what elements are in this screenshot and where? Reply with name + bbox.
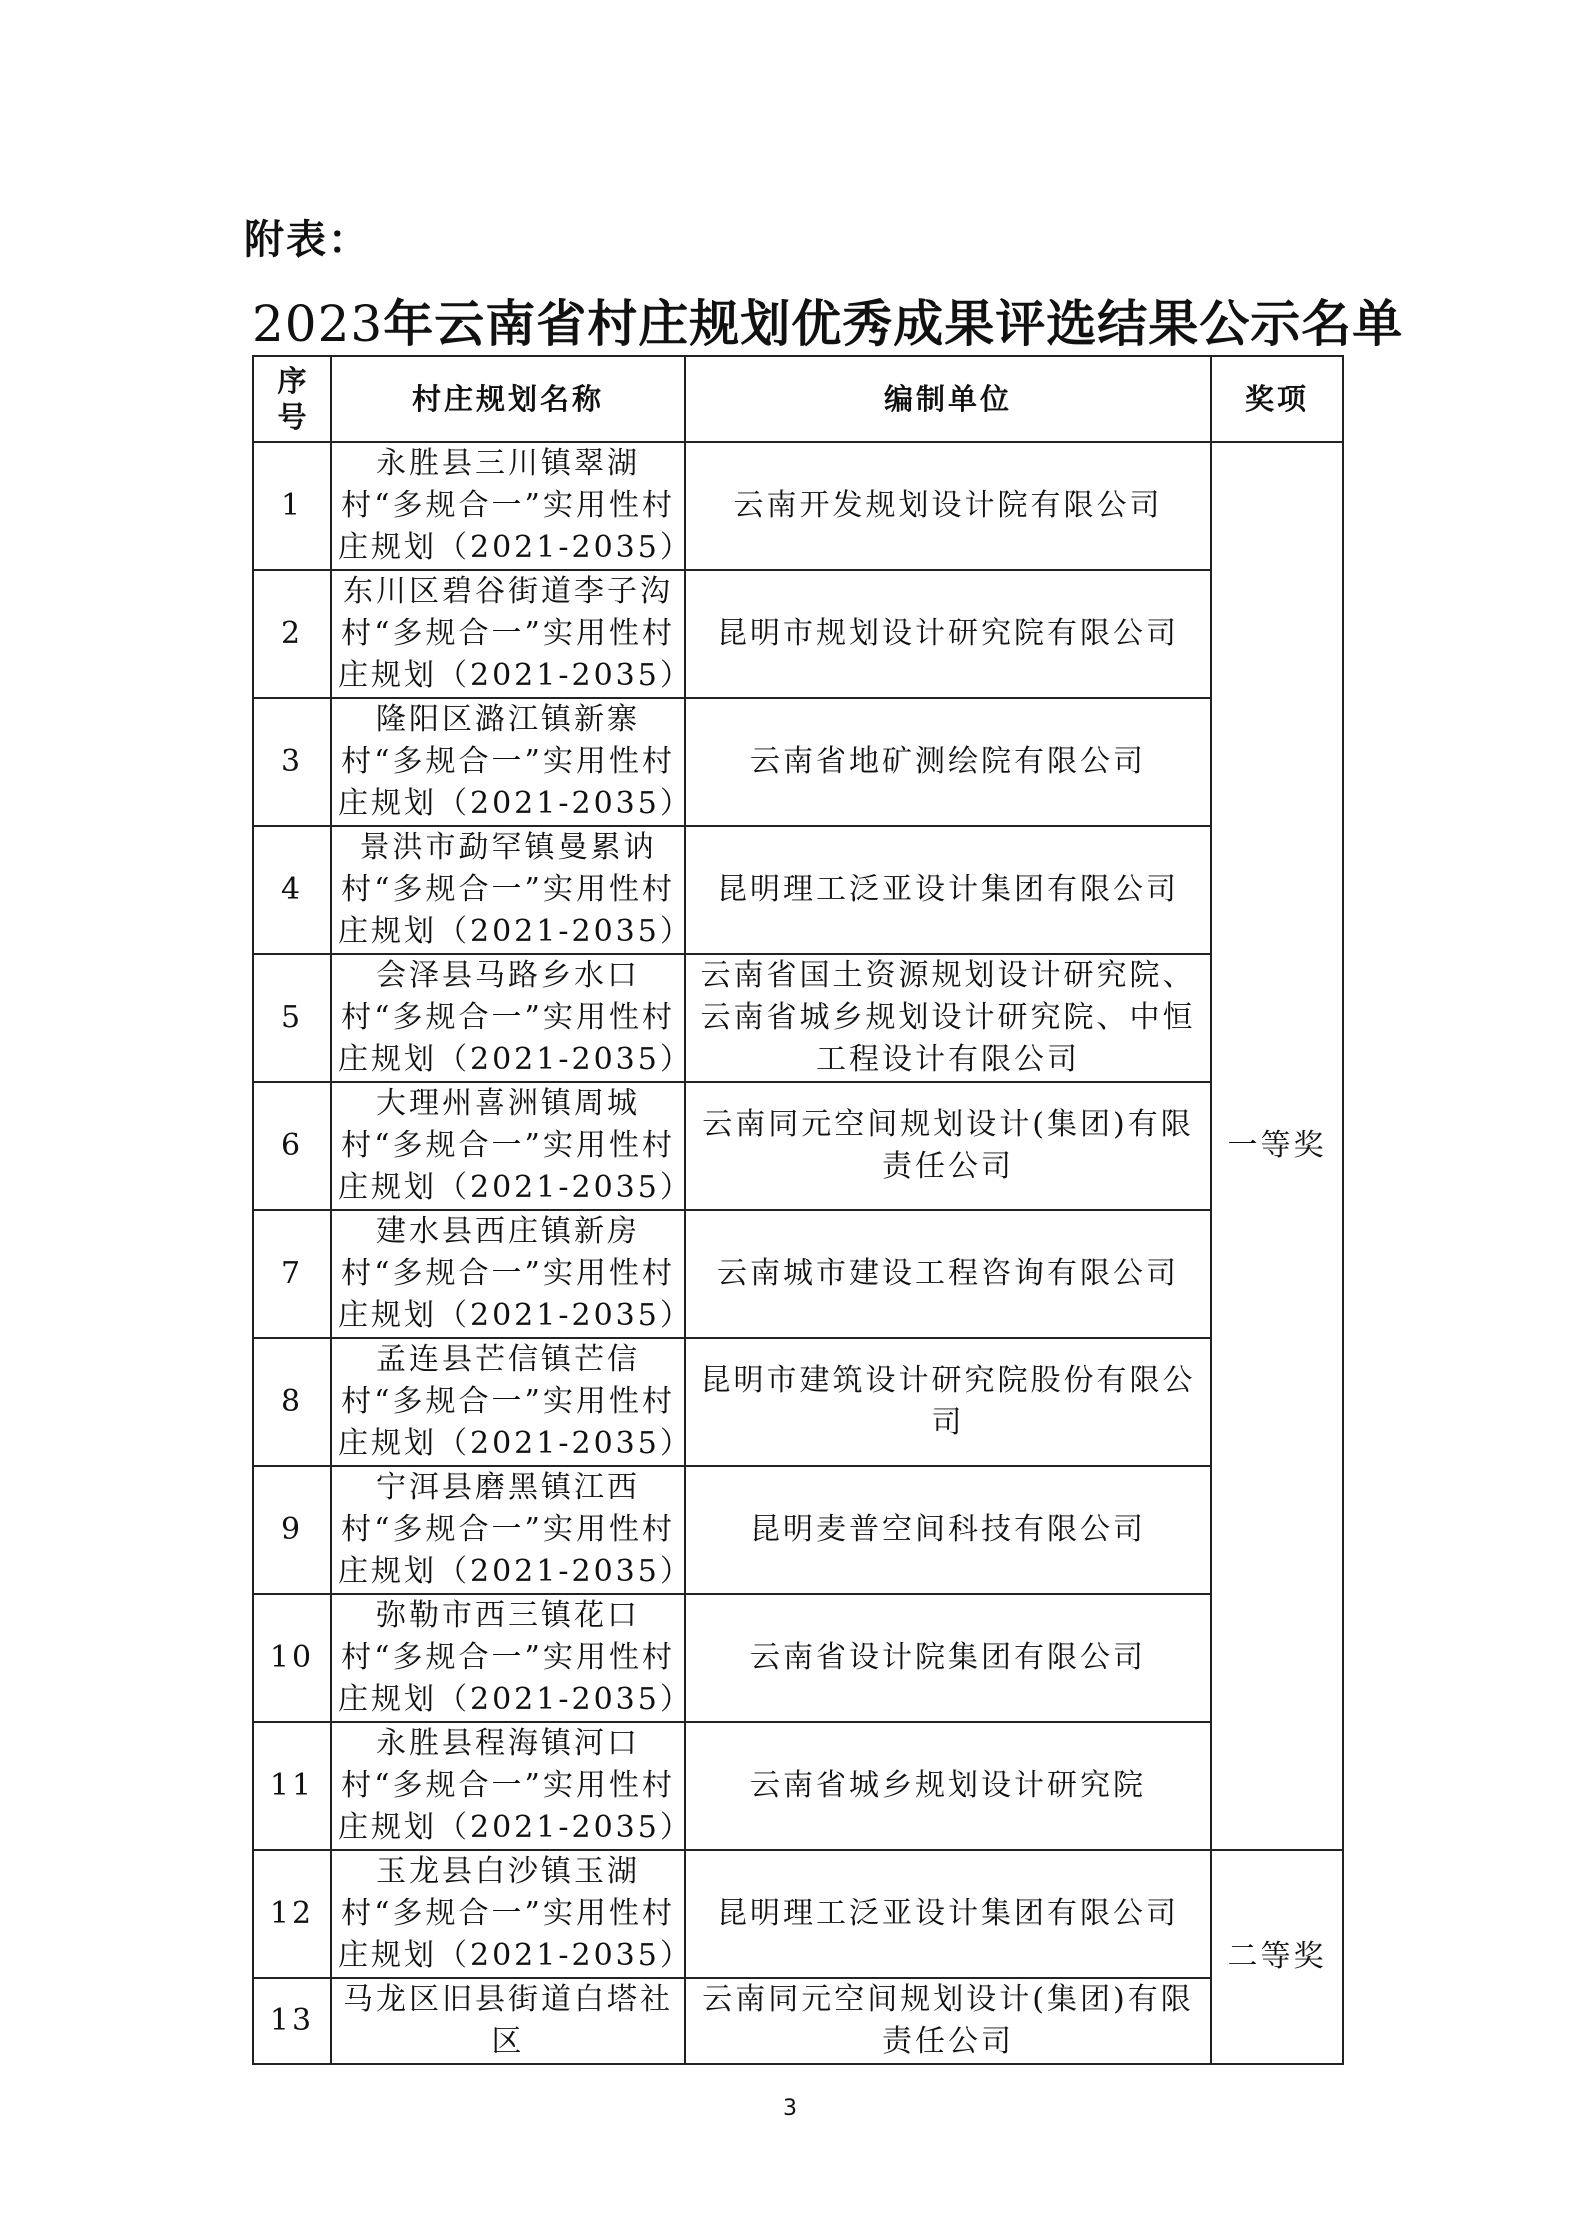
table-row	[253, 698, 1343, 826]
row-unit: 昆明市建筑设计研究院股份有限公司	[685, 1338, 1211, 1466]
header-name: 村庄规划名称	[331, 356, 685, 442]
row-seq: 12	[253, 1850, 331, 1978]
row-plan-name: 建水县西庄镇新房村“多规合一”实用性村庄规划（2021-2035）	[331, 1210, 685, 1338]
attachment-label: 附表：	[244, 217, 370, 263]
row-seq: 8	[253, 1338, 331, 1466]
row-plan-name: 孟连县芒信镇芒信村“多规合一”实用性村庄规划（2021-2035）	[331, 1338, 685, 1466]
row-plan-name: 马龙区旧县街道白塔社区	[331, 1978, 685, 2064]
row-plan-name: 永胜县三川镇翠湖村“多规合一”实用性村庄规划（2021-2035）	[331, 442, 685, 570]
row-unit: 云南同元空间规划设计(集团)有限责任公司	[685, 1082, 1211, 1210]
header-award: 奖项	[1211, 356, 1343, 442]
row-unit: 云南省城乡规划设计研究院	[685, 1722, 1211, 1850]
row-plan-name: 景洪市勐罕镇曼累讷村“多规合一”实用性村庄规划（2021-2035）	[331, 826, 685, 954]
row-seq: 1	[253, 442, 331, 570]
document-title	[252, 284, 1404, 356]
table-row	[253, 1722, 1343, 1850]
row-unit: 昆明市规划设计研究院有限公司	[685, 570, 1211, 698]
award-second: 二等奖	[1211, 1850, 1343, 2064]
table-row	[253, 1850, 1343, 1978]
table-header-row	[253, 356, 1343, 442]
table-row	[253, 826, 1343, 954]
row-plan-name: 隆阳区潞江镇新寨村“多规合一”实用性村庄规划（2021-2035）	[331, 698, 685, 826]
row-seq: 9	[253, 1466, 331, 1594]
table-row	[253, 442, 1343, 570]
row-plan-name: 宁洱县磨黑镇江西村“多规合一”实用性村庄规划（2021-2035）	[331, 1466, 685, 1594]
row-seq: 11	[253, 1722, 331, 1850]
title-year: 2023	[252, 295, 384, 353]
row-plan-name: 大理州喜洲镇周城村“多规合一”实用性村庄规划（2021-2035）	[331, 1082, 685, 1210]
row-plan-name: 永胜县程海镇河口村“多规合一”实用性村庄规划（2021-2035）	[331, 1722, 685, 1850]
row-unit: 昆明理工泛亚设计集团有限公司	[685, 826, 1211, 954]
row-plan-name: 东川区碧谷街道李子沟村“多规合一”实用性村庄规划（2021-2035）	[331, 570, 685, 698]
row-seq: 5	[253, 954, 331, 1082]
row-seq: 4	[253, 826, 331, 954]
row-unit: 云南同元空间规划设计(集团)有限责任公司	[685, 1978, 1211, 2064]
row-seq: 7	[253, 1210, 331, 1338]
table-row	[253, 1466, 1343, 1594]
award-first: 一等奖	[1211, 442, 1343, 1850]
row-seq: 6	[253, 1082, 331, 1210]
row-unit: 昆明麦普空间科技有限公司	[685, 1466, 1211, 1594]
table-row	[253, 954, 1343, 1082]
row-unit: 云南省设计院集团有限公司	[685, 1594, 1211, 1722]
page-number: 3	[783, 2096, 797, 2121]
table-row	[253, 1978, 1343, 2064]
table-row	[253, 1594, 1343, 1722]
row-plan-name: 弥勒市西三镇花口村“多规合一”实用性村庄规划（2021-2035）	[331, 1594, 685, 1722]
table-row	[253, 1338, 1343, 1466]
header-unit: 编制单位	[685, 356, 1211, 442]
table-row	[253, 1210, 1343, 1338]
header-seq: 序号	[253, 356, 331, 442]
results-table	[252, 355, 1344, 2065]
row-unit: 昆明理工泛亚设计集团有限公司	[685, 1850, 1211, 1978]
row-plan-name: 会泽县马路乡水口村“多规合一”实用性村庄规划（2021-2035）	[331, 954, 685, 1082]
row-unit: 云南开发规划设计院有限公司	[685, 442, 1211, 570]
row-unit: 云南城市建设工程咨询有限公司	[685, 1210, 1211, 1338]
row-seq: 10	[253, 1594, 331, 1722]
row-seq: 13	[253, 1978, 331, 2064]
table-row	[253, 570, 1343, 698]
table-row	[253, 1082, 1343, 1210]
title-text: 年云南省村庄规划优秀成果评选结果公示名单	[383, 295, 1404, 353]
row-unit: 云南省地矿测绘院有限公司	[685, 698, 1211, 826]
row-unit: 云南省国土资源规划设计研究院、云南省城乡规划设计研究院、中恒工程设计有限公司	[685, 954, 1211, 1082]
row-seq: 3	[253, 698, 331, 826]
row-plan-name: 玉龙县白沙镇玉湖村“多规合一”实用性村庄规划（2021-2035）	[331, 1850, 685, 1978]
row-seq: 2	[253, 570, 331, 698]
